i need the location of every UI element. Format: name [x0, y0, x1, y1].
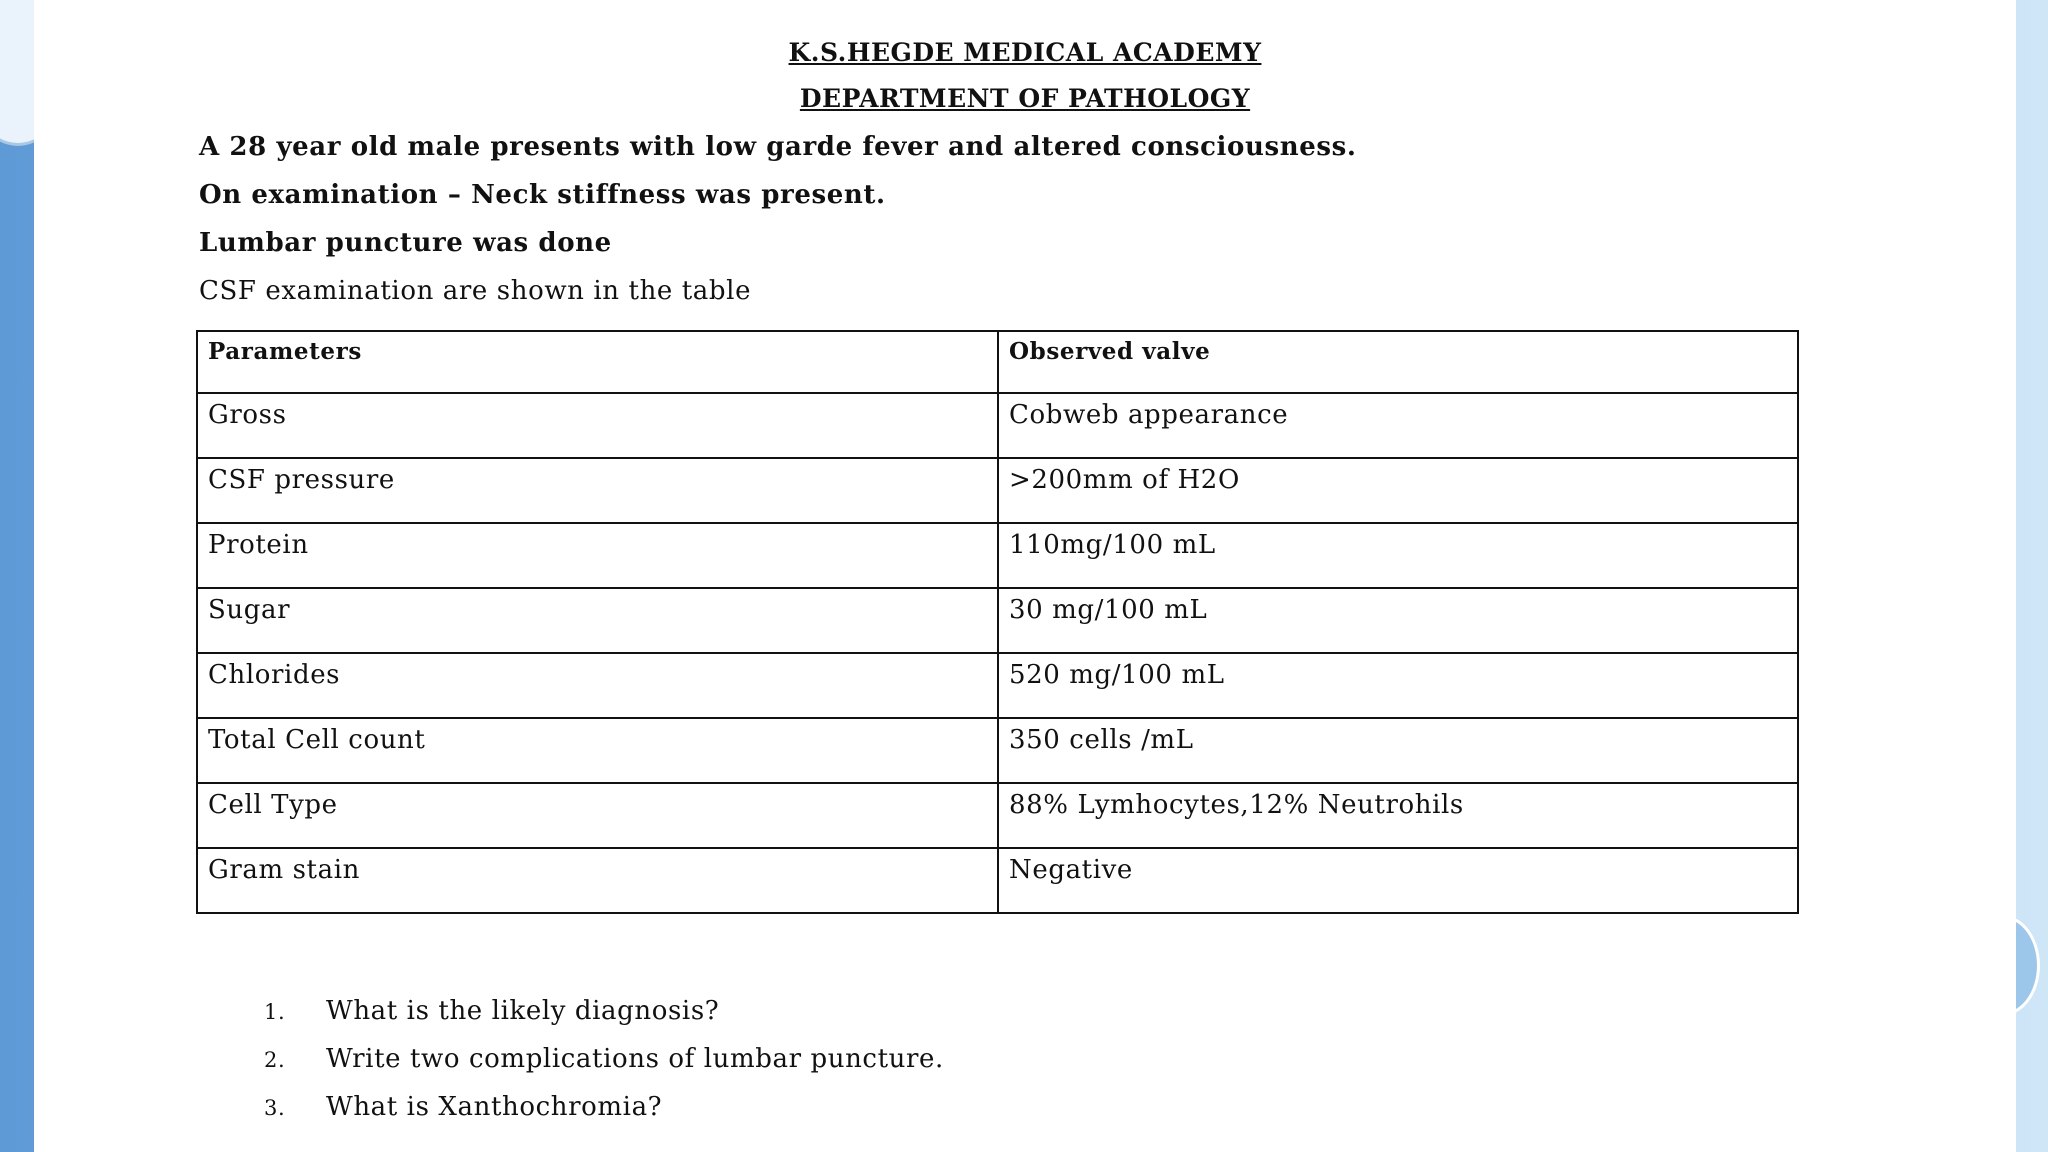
- table-row: [197, 653, 1798, 718]
- parameter-cell: CSF pressure: [197, 458, 998, 523]
- table-row: [197, 588, 1798, 653]
- parameter-cell: Cell Type: [197, 783, 998, 848]
- question-number: 1.: [264, 1000, 286, 1024]
- parameter-cell: Sugar: [197, 588, 998, 653]
- question-text: What is the likely diagnosis?: [326, 996, 720, 1026]
- question-item: [264, 996, 944, 1044]
- question-item: [264, 1044, 944, 1092]
- parameter-cell: Gram stain: [197, 848, 998, 913]
- table-row: [197, 848, 1798, 913]
- table-row: [197, 523, 1798, 588]
- table-row: [197, 718, 1798, 783]
- table-header-row: [197, 331, 1798, 393]
- parameter-cell: Gross: [197, 393, 998, 458]
- table-row: [197, 783, 1798, 848]
- question-number: 2.: [264, 1048, 286, 1072]
- parameter-cell: Total Cell count: [197, 718, 998, 783]
- csf-results-table: [196, 330, 1799, 914]
- value-cell: 110mg/100 mL: [998, 523, 1798, 588]
- department-title: DEPARTMENT OF PATHOLOGY: [799, 84, 1251, 113]
- value-cell: 520 mg/100 mL: [998, 653, 1798, 718]
- table-intro: CSF examination are shown in the table: [199, 276, 752, 306]
- parameter-cell: Chlorides: [197, 653, 998, 718]
- header-parameters: Parameters: [197, 331, 998, 393]
- question-list: [264, 996, 944, 1140]
- value-cell: Cobweb appearance: [998, 393, 1798, 458]
- table-row: [197, 393, 1798, 458]
- value-cell: >200mm of H2O: [998, 458, 1798, 523]
- value-cell: 350 cells /mL: [998, 718, 1798, 783]
- case-presentation: A 28 year old male presents with low garde fever and altered consciousness.: [199, 132, 1357, 162]
- value-cell: 88% Lymhocytes,12% Neutrohils: [998, 783, 1798, 848]
- question-item: [264, 1092, 944, 1140]
- value-cell: Negative: [998, 848, 1798, 913]
- case-examination: On examination – Neck stiffness was present.: [199, 180, 886, 210]
- case-procedure: Lumbar puncture was done: [199, 228, 612, 258]
- header-observed-value: Observed valve: [998, 331, 1798, 393]
- value-cell: 30 mg/100 mL: [998, 588, 1798, 653]
- parameter-cell: Protein: [197, 523, 998, 588]
- institution-title: K.S.HEGDE MEDICAL ACADEMY: [788, 38, 1262, 67]
- table-row: [197, 458, 1798, 523]
- question-number: 3.: [264, 1096, 286, 1120]
- question-text: What is Xanthochromia?: [326, 1092, 663, 1122]
- document-page: [34, 0, 2016, 1152]
- question-text: Write two complications of lumbar puncture.: [326, 1044, 944, 1074]
